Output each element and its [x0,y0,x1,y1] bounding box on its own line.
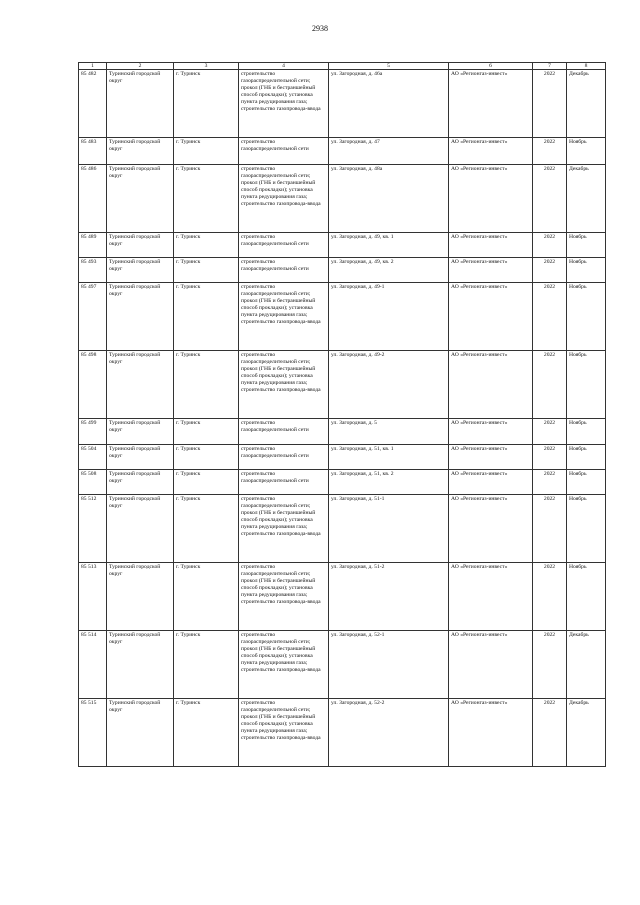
table-row [79,445,606,470]
work-description-cell: строительство газораспределительной сети; прокол (ГНБ и бестраншейный способ прокладки); установка пункта редуцирования газа; строительство газопровода-ввода [239,631,329,699]
month-cell: Ноябрь [567,495,606,563]
gasification-table [78,62,606,767]
table-row [79,470,606,495]
table-row [79,165,606,233]
work-description-cell: строительство газораспределительной сети; прокол (ГНБ и бестраншейный способ прокладки); установка пункта редуцирования газа; строительство газопровода-ввода [239,699,329,767]
work-description-cell: строительство газораспределительной сети; прокол (ГНБ и бестраншейный способ прокладки); установка пункта редуцирования газа; строительство газопровода-ввода [239,165,329,233]
organization-cell: АО «Регионгаз-инвест» [449,165,533,233]
year-cell: 2022 [533,470,567,495]
row-number-cell: 85 482 [79,70,107,138]
table-row [79,283,606,351]
table-row [79,138,606,165]
year-cell: 2022 [533,563,567,631]
district-cell: Туринский городской округ [107,351,174,419]
table-row [79,258,606,283]
district-cell: Туринский городской округ [107,138,174,165]
district-cell: Туринский городской округ [107,70,174,138]
column-number: 1 [79,63,107,70]
work-description-cell: строительство газораспределительной сети [239,419,329,445]
locality-cell: г. Туринск [174,699,239,767]
address-cell: ул. Загородная, д. 51-2 [329,563,449,631]
district-cell: Туринский городской округ [107,445,174,470]
locality-cell: г. Туринск [174,563,239,631]
district-cell: Туринский городской округ [107,631,174,699]
district-cell: Туринский городской округ [107,495,174,563]
year-cell: 2022 [533,70,567,138]
column-number: 8 [567,63,606,70]
locality-cell: г. Туринск [174,70,239,138]
organization-cell: АО «Регионгаз-инвест» [449,419,533,445]
organization-cell: АО «Регионгаз-инвест» [449,283,533,351]
month-cell: Декабрь [567,699,606,767]
work-description-cell: строительство газораспределительной сети; прокол (ГНБ и бестраншейный способ прокладки); установка пункта редуцирования газа; строительство газопровода-ввода [239,495,329,563]
year-cell: 2022 [533,138,567,165]
row-number-cell: 85 497 [79,283,107,351]
table-row [79,351,606,419]
locality-cell: г. Туринск [174,233,239,258]
address-cell: ул. Загородная, д. 46а [329,70,449,138]
locality-cell: г. Туринск [174,258,239,283]
year-cell: 2022 [533,495,567,563]
table-row [79,563,606,631]
column-number: 7 [533,63,567,70]
address-cell: ул. Загородная, д. 47 [329,138,449,165]
row-number-cell: 85 493 [79,258,107,283]
organization-cell: АО «Регионгаз-инвест» [449,563,533,631]
organization-cell: АО «Регионгаз-инвест» [449,258,533,283]
address-cell: ул. Загородная, д. 51-1 [329,495,449,563]
locality-cell: г. Туринск [174,419,239,445]
locality-cell: г. Туринск [174,495,239,563]
column-number-row [79,63,606,70]
column-number: 3 [174,63,239,70]
row-number-cell: 85 512 [79,495,107,563]
month-cell: Ноябрь [567,258,606,283]
month-cell: Ноябрь [567,419,606,445]
district-cell: Туринский городской округ [107,258,174,283]
month-cell: Ноябрь [567,351,606,419]
table-row [79,233,606,258]
district-cell: Туринский городской округ [107,699,174,767]
year-cell: 2022 [533,419,567,445]
row-number-cell: 85 514 [79,631,107,699]
district-cell: Туринский городской округ [107,563,174,631]
year-cell: 2022 [533,258,567,283]
table-row [79,495,606,563]
locality-cell: г. Туринск [174,470,239,495]
table-row [79,70,606,138]
locality-cell: г. Туринск [174,283,239,351]
row-number-cell: 85 508 [79,470,107,495]
district-cell: Туринский городской округ [107,470,174,495]
address-cell: ул. Загородная, д. 51, кв. 2 [329,470,449,495]
organization-cell: АО «Регионгаз-инвест» [449,631,533,699]
organization-cell: АО «Регионгаз-инвест» [449,233,533,258]
row-number-cell: 85 498 [79,351,107,419]
district-cell: Туринский городской округ [107,419,174,445]
column-number: 6 [449,63,533,70]
month-cell: Ноябрь [567,445,606,470]
work-description-cell: строительство газораспределительной сети [239,233,329,258]
address-cell: ул. Загородная, д. 52-1 [329,631,449,699]
district-cell: Туринский городской округ [107,165,174,233]
organization-cell: АО «Регионгаз-инвест» [449,351,533,419]
row-number-cell: 85 489 [79,233,107,258]
month-cell: Ноябрь [567,233,606,258]
month-cell: Ноябрь [567,138,606,165]
table-row [79,419,606,445]
address-cell: ул. Загородная, д. 51, кв. 1 [329,445,449,470]
organization-cell: АО «Регионгаз-инвест» [449,445,533,470]
table-row [79,631,606,699]
locality-cell: г. Туринск [174,138,239,165]
address-cell: ул. Загородная, д. 52-2 [329,699,449,767]
district-cell: Туринский городской округ [107,233,174,258]
locality-cell: г. Туринск [174,445,239,470]
work-description-cell: строительство газораспределительной сети [239,138,329,165]
row-number-cell: 85 513 [79,563,107,631]
organization-cell: АО «Регионгаз-инвест» [449,138,533,165]
locality-cell: г. Туринск [174,165,239,233]
work-description-cell: строительство газораспределительной сети; прокол (ГНБ и бестраншейный способ прокладки); установка пункта редуцирования газа; строительство газопровода-ввода [239,283,329,351]
year-cell: 2022 [533,351,567,419]
month-cell: Ноябрь [567,470,606,495]
work-description-cell: строительство газораспределительной сети [239,445,329,470]
address-cell: ул. Загородная, д. 5 [329,419,449,445]
year-cell: 2022 [533,699,567,767]
year-cell: 2022 [533,631,567,699]
month-cell: Декабрь [567,70,606,138]
work-description-cell: строительство газораспределительной сети [239,258,329,283]
year-cell: 2022 [533,283,567,351]
district-cell: Туринский городской округ [107,283,174,351]
address-cell: ул. Загородная, д. 48а [329,165,449,233]
month-cell: Ноябрь [567,283,606,351]
row-number-cell: 85 499 [79,419,107,445]
address-cell: ул. Загородная, д. 49-2 [329,351,449,419]
work-description-cell: строительство газораспределительной сети; прокол (ГНБ и бестраншейный способ прокладки); установка пункта редуцирования газа; строительство газопровода-ввода [239,351,329,419]
column-number: 2 [107,63,174,70]
organization-cell: АО «Регионгаз-инвест» [449,699,533,767]
table-row [79,699,606,767]
column-number: 5 [329,63,449,70]
column-number: 4 [239,63,329,70]
address-cell: ул. Загородная, д. 49-1 [329,283,449,351]
work-description-cell: строительство газораспределительной сети; прокол (ГНБ и бестраншейный способ прокладки); установка пункта редуцирования газа; строительство газопровода-ввода [239,70,329,138]
address-cell: ул. Загородная, д. 49, кв. 2 [329,258,449,283]
locality-cell: г. Туринск [174,631,239,699]
year-cell: 2022 [533,445,567,470]
table-header [79,63,606,70]
row-number-cell: 85 515 [79,699,107,767]
organization-cell: АО «Регионгаз-инвест» [449,470,533,495]
month-cell: Ноябрь [567,563,606,631]
page-number: 2938 [312,24,328,33]
work-description-cell: строительство газораспределительной сети; прокол (ГНБ и бестраншейный способ прокладки); установка пункта редуцирования газа; строительство газопровода-ввода [239,563,329,631]
organization-cell: АО «Регионгаз-инвест» [449,70,533,138]
month-cell: Декабрь [567,165,606,233]
organization-cell: АО «Регионгаз-инвест» [449,495,533,563]
month-cell: Декабрь [567,631,606,699]
year-cell: 2022 [533,233,567,258]
row-number-cell: 85 486 [79,165,107,233]
work-description-cell: строительство газораспределительной сети [239,470,329,495]
address-cell: ул. Загородная, д. 49, кв. 1 [329,233,449,258]
locality-cell: г. Туринск [174,351,239,419]
year-cell: 2022 [533,165,567,233]
row-number-cell: 85 504 [79,445,107,470]
table-body [79,70,606,767]
row-number-cell: 85 483 [79,138,107,165]
